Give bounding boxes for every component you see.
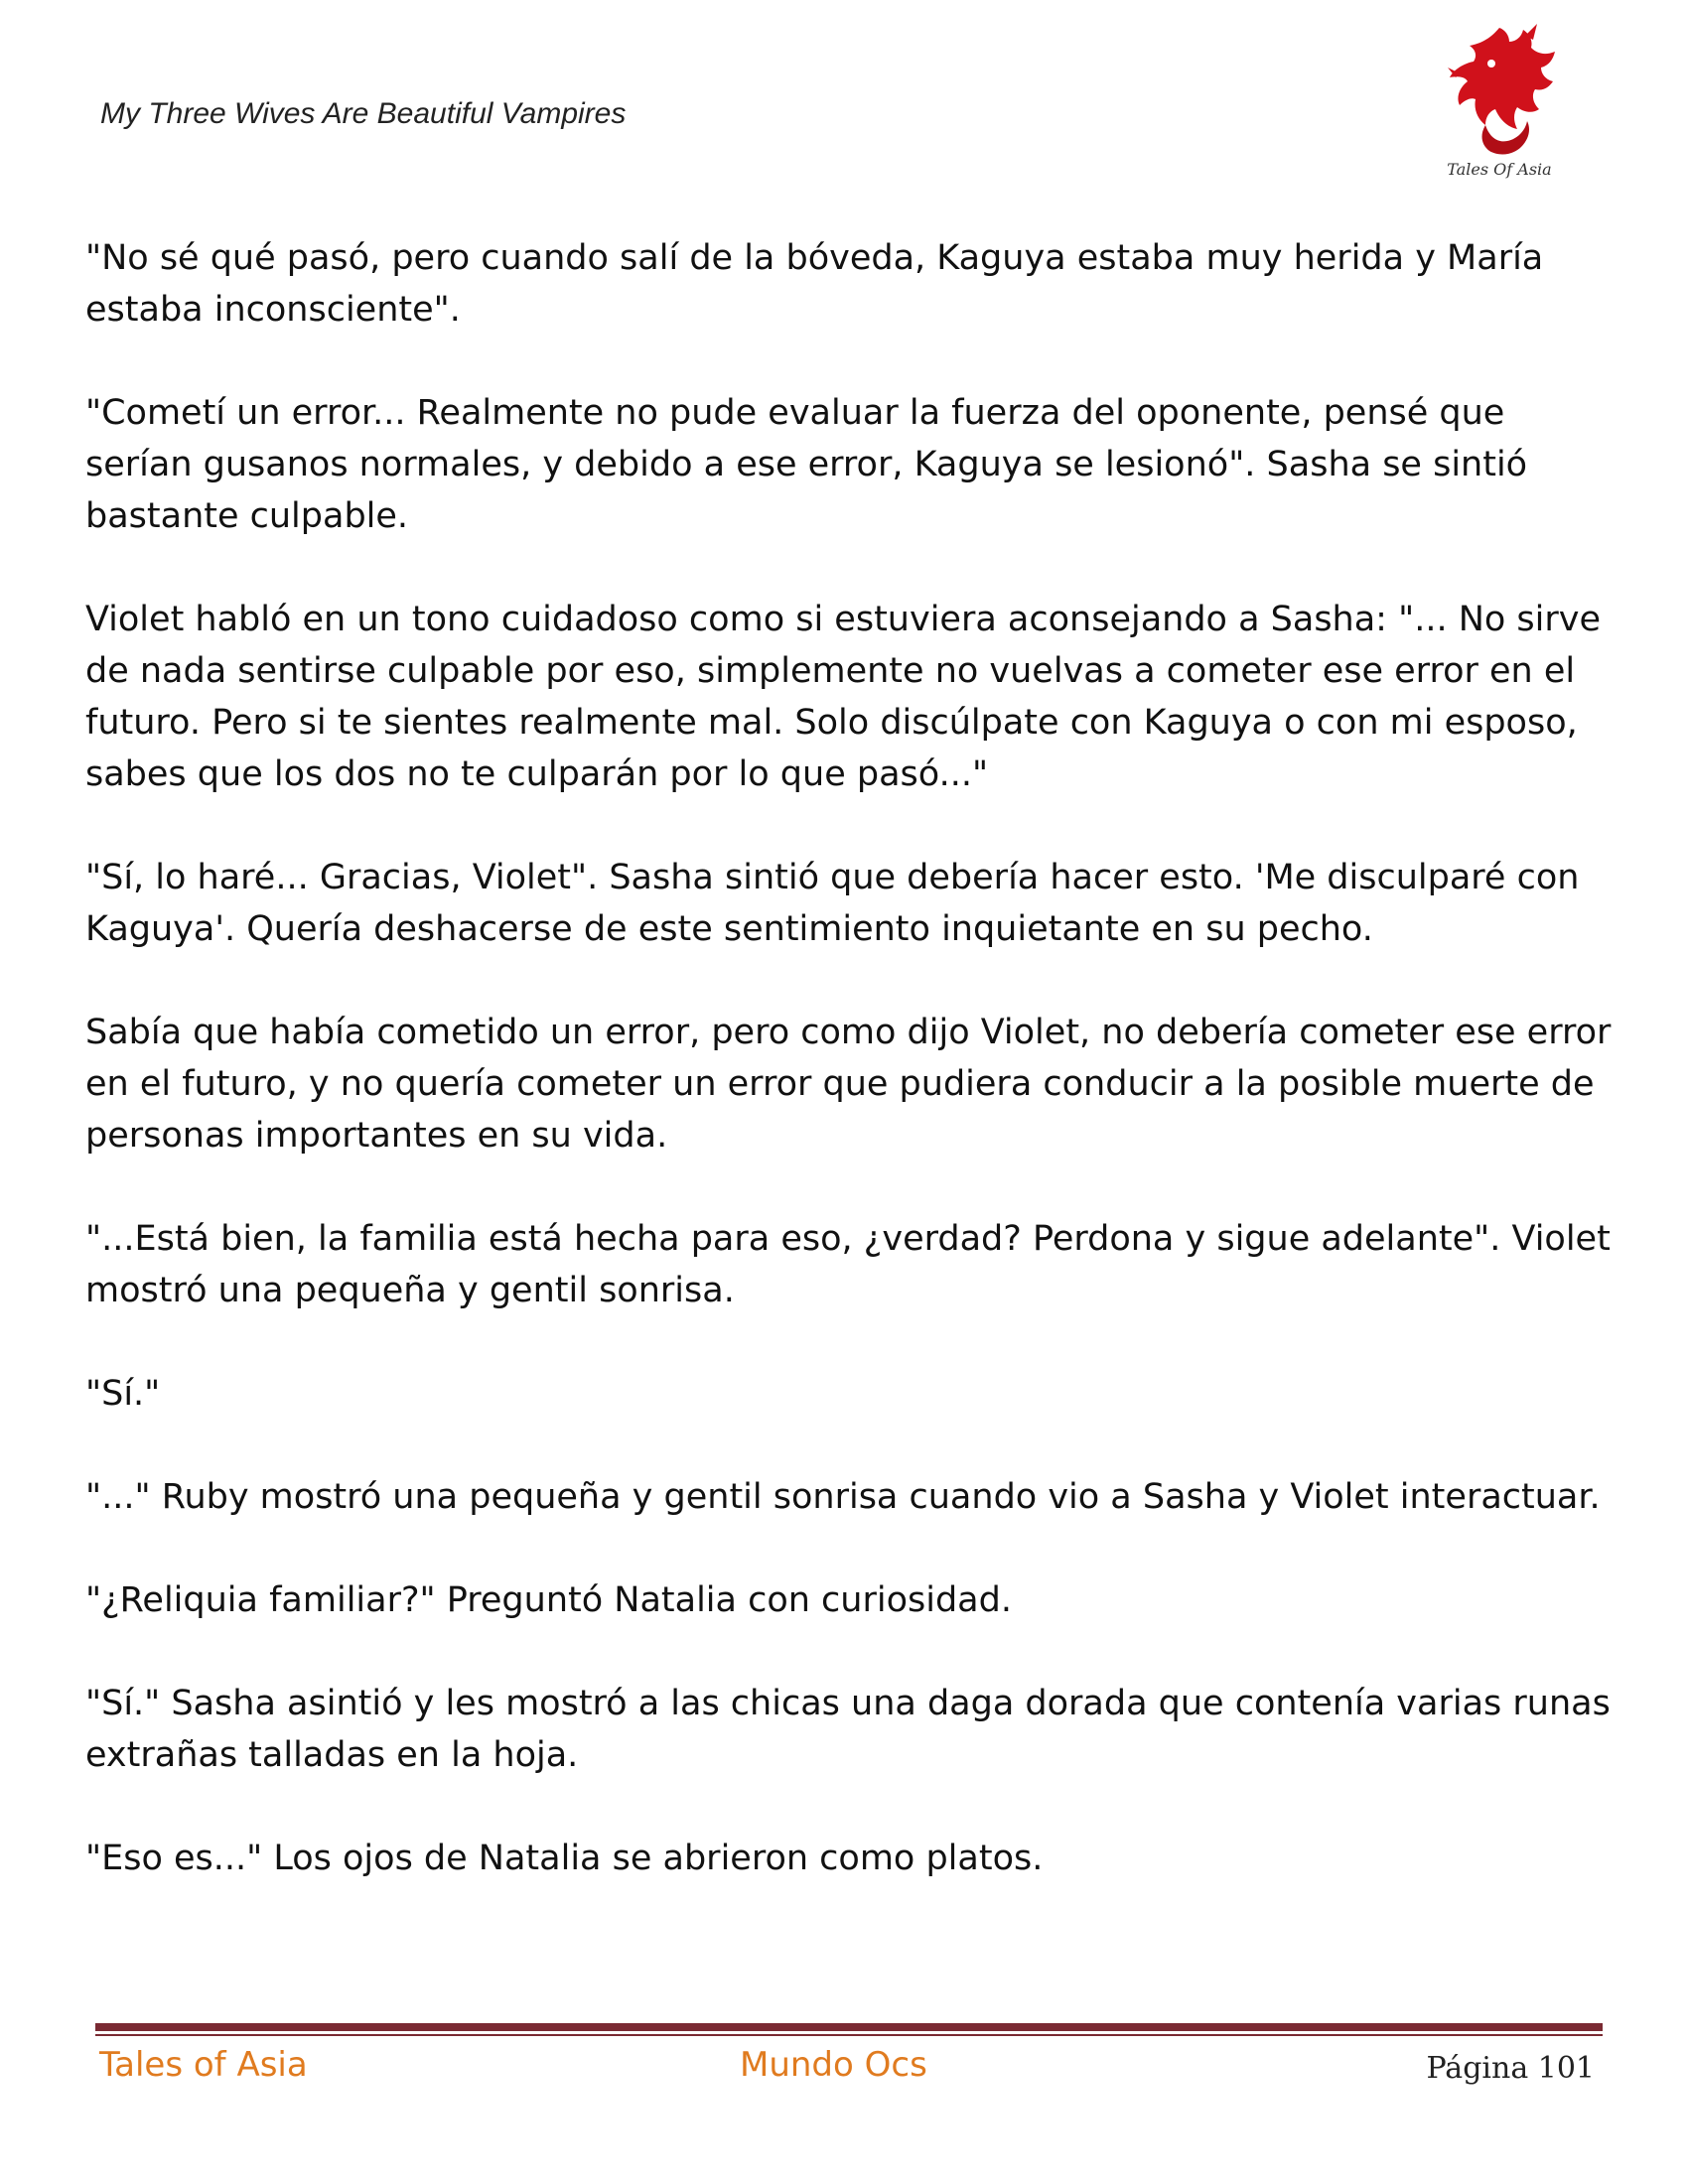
footer-publisher: Tales of Asia: [99, 2045, 308, 2085]
paragraph: "Eso es..." Los ojos de Natalia se abrieron como platos.: [85, 1839, 1044, 1878]
paragraph: "¿Reliquia familiar?" Preguntó Natalia con curiosidad.: [85, 1580, 1012, 1620]
footer-translator: Mundo Ocs: [740, 2045, 927, 2085]
paragraph: "Sí.": [85, 1374, 161, 1414]
logo-text: Tales Of Asia: [1447, 160, 1552, 179]
running-title: My Three Wives Are Beautiful Vampires: [100, 97, 627, 130]
chapter-body: [85, 232, 1615, 1936]
paragraph: "Cometí un error... Realmente no pude evaluar la fuerza del oponente, pensé que serían gusanos normales, y debido a ese error, Kaguya se lesionó". Sasha se sintió bastante culpable.: [85, 393, 1528, 536]
red-dragon-logo-icon: [1430, 18, 1569, 182]
paragraph: "No sé qué pasó, pero cuando salí de la bóveda, Kaguya estaba muy herida y María estaba inconsciente".: [85, 238, 1544, 330]
paragraph: "...Está bien, la familia está hecha para eso, ¿verdad? Perdona y sigue adelante". Violet mostró una pequeña y gentil sonrisa.: [85, 1219, 1611, 1310]
paragraph: "Sí." Sasha asintió y les mostró a las chicas una daga dorada que contenía varias runas extrañas talladas en la hoja.: [85, 1684, 1611, 1775]
paragraph: Sabía que había cometido un error, pero como dijo Violet, no debería cometer ese error en el futuro, y no quería cometer un error que pudiera conducir a la posible muerte de personas importantes en su vida.: [85, 1013, 1612, 1156]
paragraph: Violet habló en un tono cuidadoso como si estuviera aconsejando a Sasha: "... No sirve de nada sentirse culpable por eso, simplemente no vuelvas a cometer ese error en el futuro. Pero si te sientes realmente mal. Solo discúlpate con Kaguya o con mi esposo, sabes que los dos no te culparán por lo que pasó...": [85, 600, 1602, 794]
paragraph: "..." Ruby mostró una pequeña y gentil sonrisa cuando vio a Sasha y Violet interactuar.: [85, 1477, 1601, 1517]
page-number: Página 101: [1426, 2051, 1595, 2086]
footer-divider: [95, 2023, 1603, 2037]
paragraph: "Sí, lo haré... Gracias, Violet". Sasha sintió que debería hacer esto. 'Me disculparé con Kaguya'. Quería deshacerse de este sentimiento inquietante en su pecho.: [85, 858, 1580, 949]
